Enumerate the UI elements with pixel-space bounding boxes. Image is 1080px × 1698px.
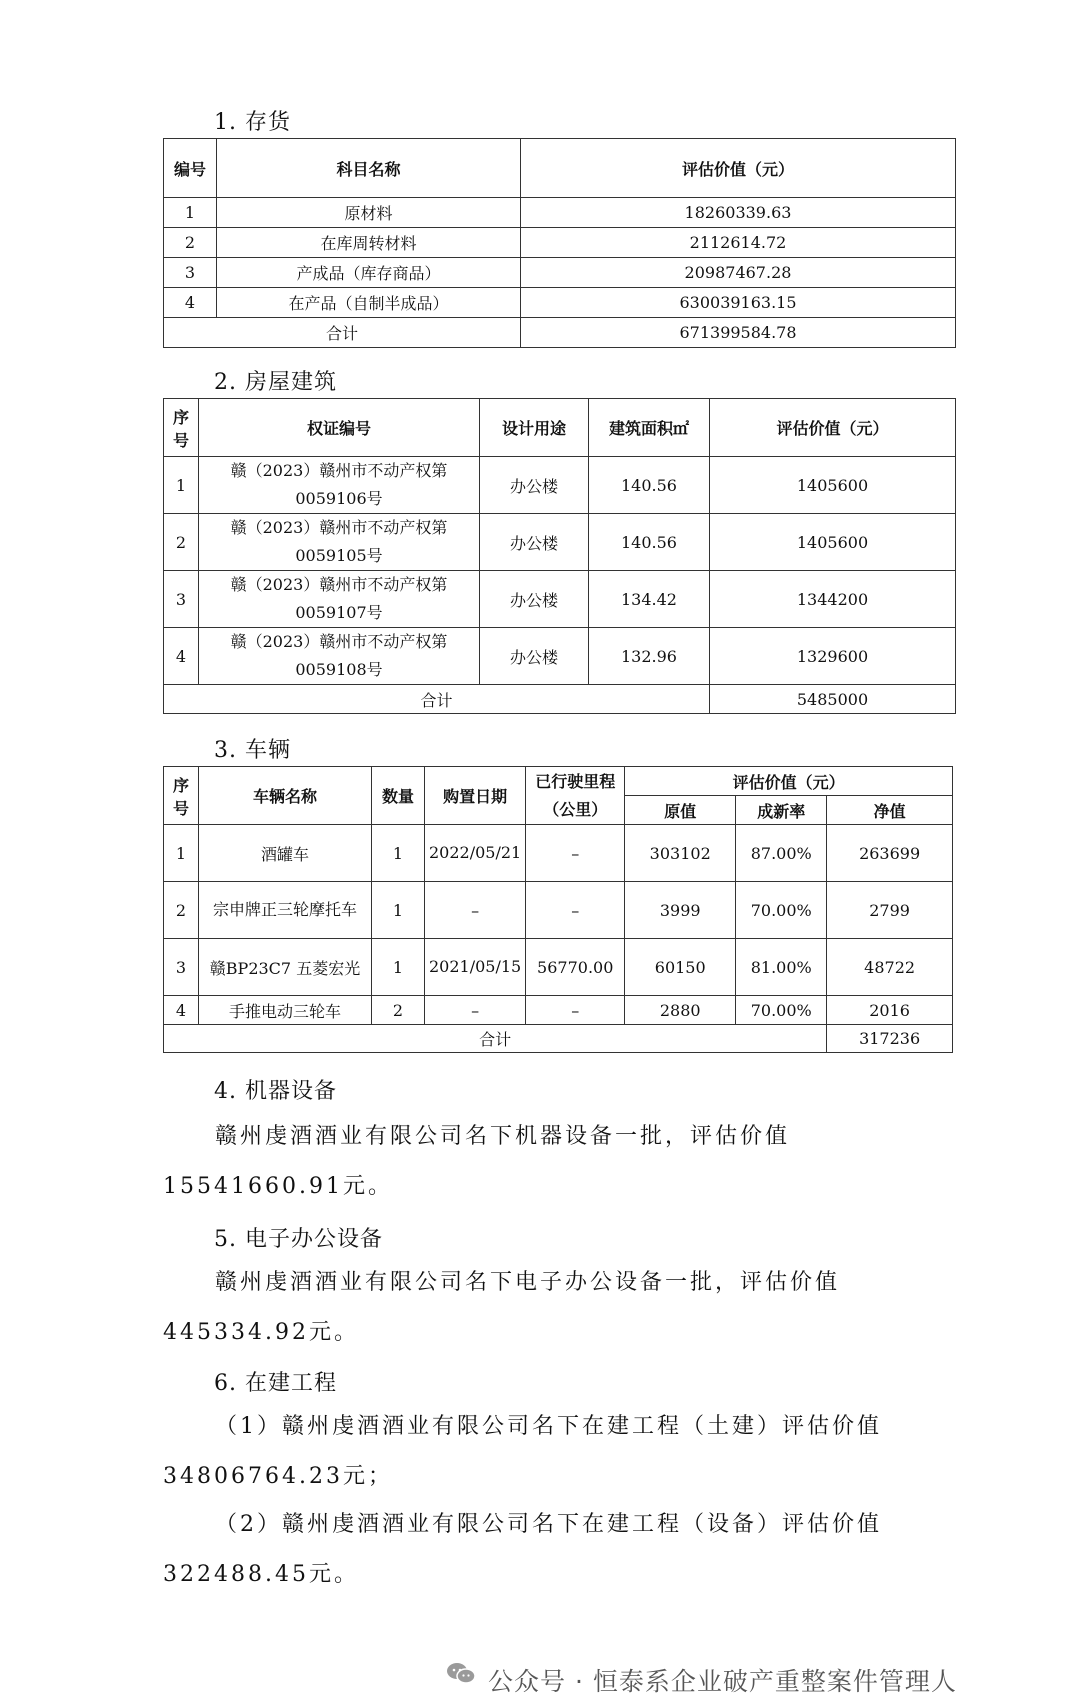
cell: 办公楼 xyxy=(480,628,589,685)
table-row xyxy=(164,288,956,318)
table-header: 权证编号 xyxy=(199,399,480,457)
table-header: 评估价值（元） xyxy=(710,399,956,457)
cell: 3 xyxy=(164,571,199,628)
table-header: 数量 xyxy=(372,767,425,825)
table-row xyxy=(164,882,953,939)
cell: 3 xyxy=(164,939,199,996)
cell: 赣（2023）赣州市不动产权第0059107号 xyxy=(199,571,480,628)
section-title-machinery: 4. 机器设备 xyxy=(214,1079,337,1104)
cell: 1405600 xyxy=(710,514,956,571)
cell: – xyxy=(526,825,625,882)
cell: 在库周转材料 xyxy=(217,228,521,258)
construction-item-2: （2）赣州虔酒酒业有限公司名下在建工程（设备）评估价值322488.45元。 xyxy=(163,1512,882,1587)
cell: 1 xyxy=(164,198,217,228)
cell: 630039163.15 xyxy=(521,288,956,318)
cell: 4 xyxy=(164,628,199,685)
cell: 134.42 xyxy=(589,571,710,628)
total-label: 合计 xyxy=(164,318,521,348)
cell: 赣（2023）赣州市不动产权第0059105号 xyxy=(199,514,480,571)
cell: 1 xyxy=(164,825,199,882)
table-row xyxy=(164,825,953,882)
table-row xyxy=(164,571,956,628)
cell: 原材料 xyxy=(217,198,521,228)
cell: – xyxy=(526,882,625,939)
cell: 87.00% xyxy=(736,825,827,882)
table-row xyxy=(164,228,956,258)
table-header: 序号 xyxy=(164,767,199,825)
vehicles-table xyxy=(163,766,953,1053)
cell: 1329600 xyxy=(710,628,956,685)
cell: 2 xyxy=(164,228,217,258)
cell: 2016 xyxy=(827,996,953,1025)
table-row xyxy=(164,457,956,514)
footer-account-name: 公众号 · 恒泰系企业破产重整案件管理人 xyxy=(488,1667,957,1696)
table-total-row xyxy=(164,685,956,714)
cell: 1405600 xyxy=(710,457,956,514)
table-total-row xyxy=(164,1025,953,1053)
cell: 2 xyxy=(372,996,425,1025)
section-title-inventory: 1. 存货 xyxy=(214,110,291,135)
cell: – xyxy=(425,882,526,939)
cell: 2799 xyxy=(827,882,953,939)
cell: 140.56 xyxy=(589,457,710,514)
total-label: 合计 xyxy=(164,1025,827,1053)
table-row xyxy=(164,939,953,996)
section-title-construction: 6. 在建工程 xyxy=(214,1371,337,1396)
table-header: 评估价值（元） xyxy=(625,767,953,796)
table-header: 购置日期 xyxy=(425,767,526,825)
table-row xyxy=(164,514,956,571)
cell: 48722 xyxy=(827,939,953,996)
cell: 3 xyxy=(164,258,217,288)
cell: 70.00% xyxy=(736,882,827,939)
cell: 办公楼 xyxy=(480,514,589,571)
table-total-row xyxy=(164,318,956,348)
cell: 1 xyxy=(164,457,199,514)
table-header: 原值 xyxy=(625,796,736,825)
cell: 赣（2023）赣州市不动产权第0059106号 xyxy=(199,457,480,514)
cell: 132.96 xyxy=(589,628,710,685)
cell: 1 xyxy=(372,882,425,939)
cell: 56770.00 xyxy=(526,939,625,996)
wechat-icon xyxy=(446,1662,476,1684)
cell: 1 xyxy=(372,825,425,882)
cell: 办公楼 xyxy=(480,571,589,628)
table-row xyxy=(164,258,956,288)
cell: 2112614.72 xyxy=(521,228,956,258)
section-title-vehicles: 3. 车辆 xyxy=(214,738,291,763)
cell: 办公楼 xyxy=(480,457,589,514)
machinery-paragraph: 赣州虔酒酒业有限公司名下机器设备一批，评估价值15541660.91元。 xyxy=(163,1124,791,1199)
cell: 2 xyxy=(164,514,199,571)
cell: 263699 xyxy=(827,825,953,882)
section-title-buildings: 2. 房屋建筑 xyxy=(214,370,337,395)
section-title-office: 5. 电子办公设备 xyxy=(214,1227,383,1252)
inventory-table xyxy=(163,138,956,348)
table-header: 建筑面积㎡ xyxy=(589,399,710,457)
cell: 3999 xyxy=(625,882,736,939)
cell: 产成品（库存商品） xyxy=(217,258,521,288)
cell: 4 xyxy=(164,288,217,318)
table-header: 车辆名称 xyxy=(199,767,372,825)
total-value: 317236 xyxy=(827,1025,953,1053)
cell: 手推电动三轮车 xyxy=(199,996,372,1025)
table-header: 科目名称 xyxy=(217,139,521,198)
cell: 20987467.28 xyxy=(521,258,956,288)
cell: 140.56 xyxy=(589,514,710,571)
cell: 酒罐车 xyxy=(199,825,372,882)
table-header: 评估价值（元） xyxy=(521,139,956,198)
cell: – xyxy=(526,996,625,1025)
cell: 303102 xyxy=(625,825,736,882)
table-header: 净值 xyxy=(827,796,953,825)
cell: 2022/05/21 xyxy=(425,825,526,882)
table-header: 成新率 xyxy=(736,796,827,825)
table-header: 设计用途 xyxy=(480,399,589,457)
total-value: 671399584.78 xyxy=(521,318,956,348)
cell: 赣（2023）赣州市不动产权第0059108号 xyxy=(199,628,480,685)
cell: 4 xyxy=(164,996,199,1025)
construction-item-1: （1）赣州虔酒酒业有限公司名下在建工程（土建）评估价值34806764.23元； xyxy=(163,1414,882,1489)
cell: 1344200 xyxy=(710,571,956,628)
cell: 2880 xyxy=(625,996,736,1025)
table-header: 已行驶里程（公里） xyxy=(526,767,625,825)
table-row xyxy=(164,198,956,228)
cell: 宗申牌正三轮摩托车 xyxy=(199,882,372,939)
cell: 60150 xyxy=(625,939,736,996)
total-value: 5485000 xyxy=(710,685,956,714)
table-header: 序号 xyxy=(164,399,199,457)
table-row xyxy=(164,996,953,1025)
total-label: 合计 xyxy=(164,685,710,714)
table-header: 编号 xyxy=(164,139,217,198)
cell: 赣BP23C7 五菱宏光 xyxy=(199,939,372,996)
cell: 2 xyxy=(164,882,199,939)
cell: – xyxy=(425,996,526,1025)
cell: 1 xyxy=(372,939,425,996)
office-paragraph: 赣州虔酒酒业有限公司名下电子办公设备一批，评估价值445334.92元。 xyxy=(163,1270,841,1345)
cell: 81.00% xyxy=(736,939,827,996)
cell: 在产品（自制半成品） xyxy=(217,288,521,318)
table-row xyxy=(164,628,956,685)
cell: 70.00% xyxy=(736,996,827,1025)
cell: 2021/05/15 xyxy=(425,939,526,996)
buildings-table xyxy=(163,398,956,714)
cell: 18260339.63 xyxy=(521,198,956,228)
